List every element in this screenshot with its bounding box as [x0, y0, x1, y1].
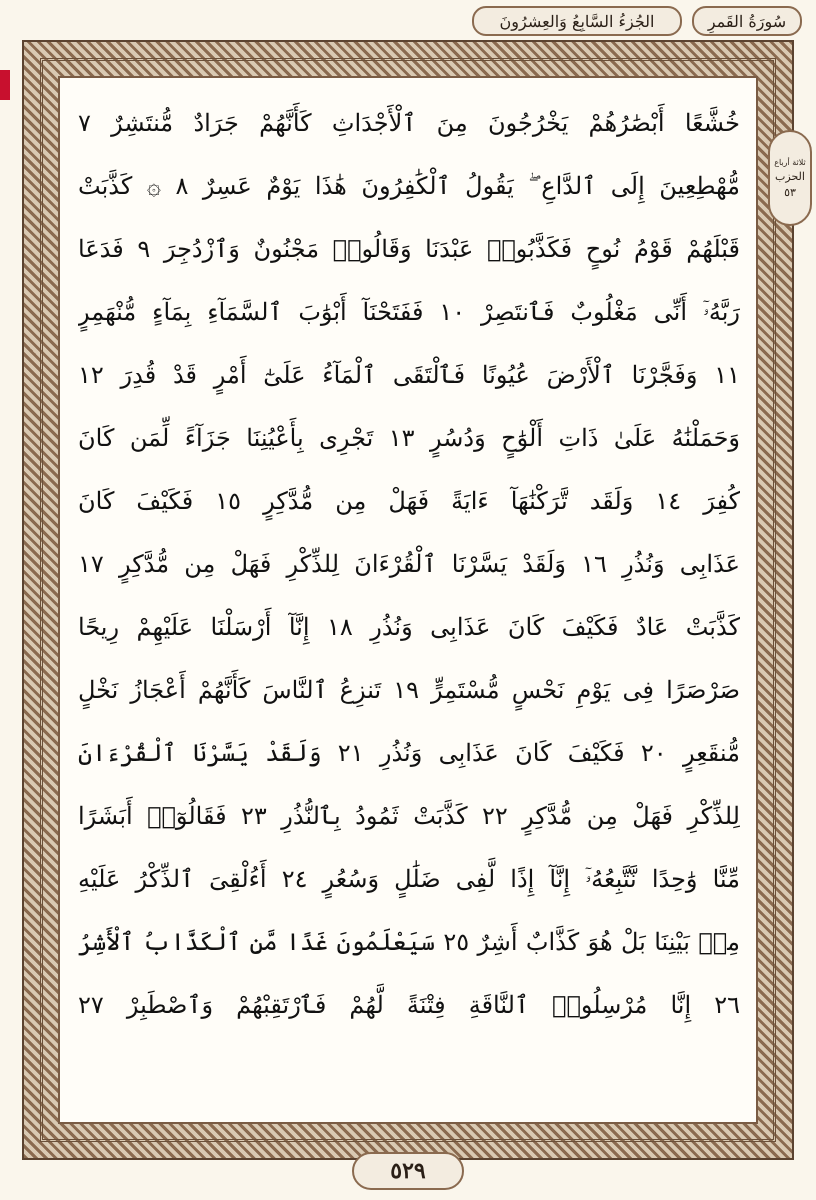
text-line: خُشَّعًا أَبْصَٰرُهُمْ يَخْرُجُونَ مِنَ ٱلْأَجْدَاثِ كَأَنَّهُمْ جَرَادٌ مُّنتَشِرٌ ٧ — [78, 109, 740, 137]
text-line: مُّهْطِعِينَ إِلَى ٱلدَّاعِ ۖ يَقُولُ ٱلْكَٰفِرُونَ هَٰذَا يَوْمٌ عَسِرٌ ٨ ۞ كَذَّبَتْ — [78, 172, 740, 200]
text-line: كُفِرَ ١٤ وَلَقَد تَّرَكْنَٰهَآ ءَايَةً فَهَلْ مِن مُّدَّكِرٍ ١٥ فَكَيْفَ كَانَ — [78, 487, 740, 515]
text-line: مِّنَّا وَٰحِدًا نَّتَّبِعُهُۥٓ إِنَّآ إِذًا لَّفِى ضَلَٰلٍ وَسُعُرٍ ٢٤ أَءُلْقِىَ ٱلذِّكْرُ عَلَيْهِ — [78, 865, 740, 893]
text-line: كَذَّبَتْ عَادٌ فَكَيْفَ كَانَ عَذَابِى وَنُذُرِ ١٨ إِنَّآ أَرْسَلْنَا عَلَيْهِمْ رِيحًا — [78, 613, 740, 641]
page-number — [352, 1152, 464, 1190]
quran-text — [78, 92, 740, 1037]
text-line: مُّنقَعِرٍ ٢٠ فَكَيْفَ كَانَ عَذَابِى وَنُذُرِ ٢١ وَلَقَدْ يَسَّرْنَا ٱلْقُرْءَانَ — [78, 739, 740, 767]
juz-title-text: الجُزءُ السَّابِعُ وَالعِشرُونَ — [499, 11, 655, 31]
text-line: ١١ وَفَجَّرْنَا ٱلْأَرْضَ عُيُونًا فَٱلْتَقَى ٱلْمَآءُ عَلَىٰٓ أَمْرٍ قَدْ قُدِرَ ١٢ — [78, 361, 740, 389]
hizb-number: ٥٣ — [784, 185, 796, 199]
text-line: صَرْصَرًا فِى يَوْمِ نَحْسٍ مُّسْتَمِرٍّ ١٩ تَنزِعُ ٱلنَّاسَ كَأَنَّهُمْ أَعْجَازُ نَخْلٍ — [78, 676, 740, 704]
hizb-badge — [768, 130, 812, 226]
text-line: عَذَابِى وَنُذُرِ ١٦ وَلَقَدْ يَسَّرْنَا ٱلْقُرْءَانَ لِلذِّكْرِ فَهَلْ مِن مُّدَّكِرٍ ١٧ — [78, 550, 740, 578]
surah-title-text: سُورَةُ القَمرِ — [707, 11, 787, 31]
text-line: لِلذِّكْرِ فَهَلْ مِن مُّدَّكِرٍ ٢٢ كَذَّبَتْ ثَمُودُ بِٱلنُّذُرِ ٢٣ فَقَالُوٓا۟ أَبَشَرًا — [78, 802, 740, 830]
hizb-label: الحزب — [775, 169, 805, 183]
text-line: وَحَمَلْنَٰهُ عَلَىٰ ذَاتِ أَلْوَٰحٍ وَدُسُرٍ ١٣ تَجْرِى بِأَعْيُنِنَا جَزَآءً لِّمَن كَانَ — [78, 424, 740, 452]
bookmark-ribbon[interactable] — [0, 70, 10, 100]
text-line: قَبْلَهُمْ قَوْمُ نُوحٍ فَكَذَّبُوا۟ عَبْدَنَا وَقَالُوا۟ مَجْنُونٌ وَٱزْدُجِرَ ٩ فَدَعَا — [78, 235, 740, 263]
text-line: مِنۢ بَيْنِنَا بَلْ هُوَ كَذَّابٌ أَشِرٌ ٢٥ سَيَعْلَمُونَ غَدًا مَّنِ ٱلْكَذَّابُ ٱلْأَشِرُ — [78, 928, 740, 956]
hizb-fraction: ثلاثة أرباع — [774, 157, 806, 167]
surah-title — [692, 6, 802, 36]
text-line: رَبَّهُۥٓ أَنِّى مَغْلُوبٌ فَٱنتَصِرْ ١٠ فَفَتَحْنَآ أَبْوَٰبَ ٱلسَّمَآءِ بِمَآءٍ مُّنْهَمِرٍ — [78, 298, 740, 326]
text-line: ٢٦ إِنَّا مُرْسِلُوا۟ ٱلنَّاقَةِ فِتْنَةً لَّهُمْ فَٱرْتَقِبْهُمْ وَٱصْطَبِرْ ٢٧ — [78, 991, 740, 1019]
juz-title — [472, 6, 682, 36]
page-number-text: ٥٢٩ — [390, 1158, 426, 1184]
